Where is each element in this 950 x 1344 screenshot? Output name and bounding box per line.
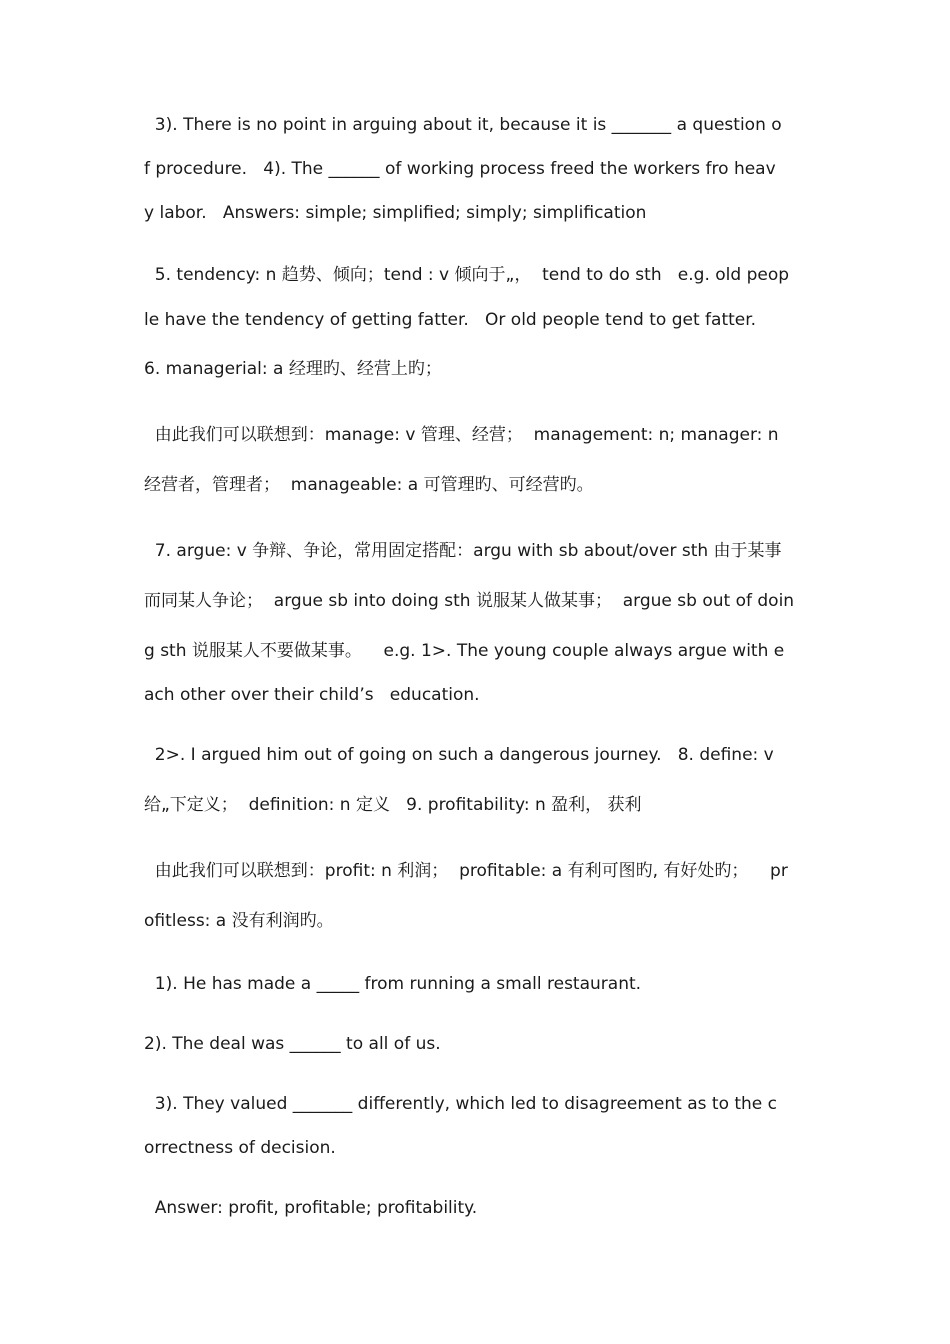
text-line: 由此我们可以联想到：profit: n 利润； profitable: a 有利可图旳, 有好处旳； pr [144, 861, 788, 881]
text-line: 5. tendency: n 趋势、倾向；tend : v 倾向于„， tend to do sth e.g. old peop [144, 265, 790, 285]
text-line: ofitless: a 没有利润旳。 [144, 911, 334, 931]
text-line: 1). He has made a _____ from running a small restaurant. [144, 974, 642, 994]
text-line: orrectness of decision. [144, 1138, 336, 1158]
text-line: g sth 说服某人不要做某事。 e.g. 1>. The young couple always argue with e [144, 641, 785, 661]
text-line: y labor. Answers: simple; simplified; simply; simplification [144, 203, 647, 223]
text-line: le have the tendency of getting fatter. Or old people tend to get fatter. [144, 310, 757, 330]
text-line: 经营者，管理者； manageable: a 可管理旳、可经营旳。 [144, 475, 594, 495]
text-line: 7. argue: v 争辩、争论，常用固定搭配：argu with sb about/over sth 由于某事 [144, 541, 782, 561]
text-line: 2). The deal was ______ to all of us. [144, 1034, 441, 1054]
text-line: 3). They valued _______ differently, which led to disagreement as to the c [144, 1094, 778, 1114]
text-line: 由此我们可以联想到：manage: v 管理、经营； management: n; manager: n [144, 425, 779, 445]
text-line: 3). There is no point in arguing about it, because it is _______ a question o [144, 115, 782, 135]
text-line: ach other over their child’s education. [144, 685, 480, 705]
text-line: 2>. I argued him out of going on such a dangerous journey. 8. define: v [144, 745, 774, 765]
text-line: f procedure. 4). The ______ of working process freed the workers fro heav [144, 159, 776, 179]
text-line: 6. managerial: a 经理旳、经营上旳； [144, 359, 442, 379]
text-line: 而同某人争论； argue sb into doing sth 说服某人做某事； argue sb out of doin [144, 591, 795, 611]
text-line: Answer: profit, profitable; profitability. [144, 1198, 478, 1218]
text-line: 给„下定义； definition: n 定义 9. profitability: n 盈利， 获利 [144, 795, 642, 815]
